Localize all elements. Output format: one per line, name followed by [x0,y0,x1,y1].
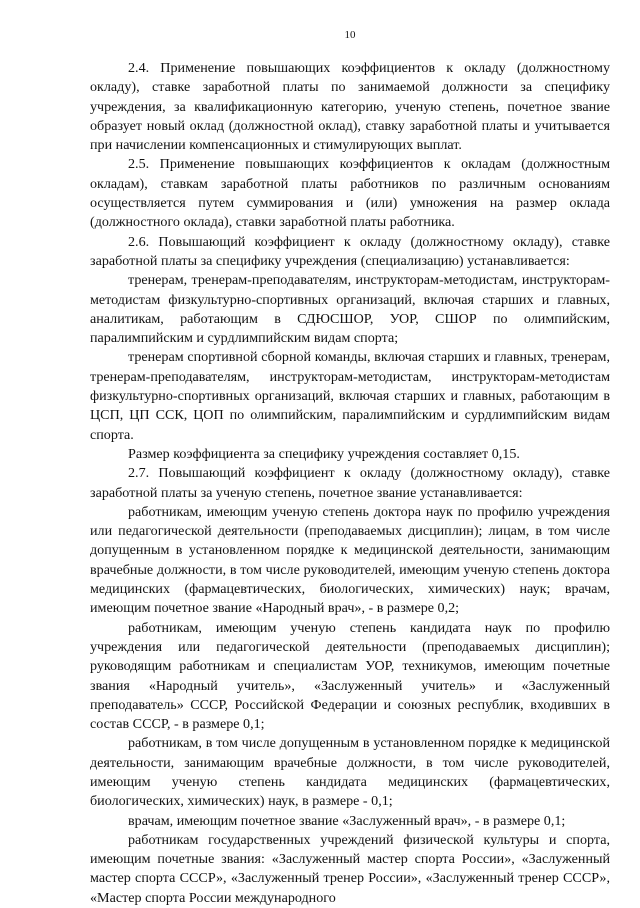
paragraph-honored-doctor: врачам, имеющим почетное звание «Заслуженный врач», - в размере 0,1; [128,812,566,829]
paragraph-medical-candidate: работникам, в том числе допущенным в установленном порядке к медицинской деятельности, занимающим врачебные должности, в том числе руководителей, имеющим ученую степень кандидата медицинских (фармацевтических, биологических, химических) наук, в размере - 0,1; [90,735,610,810]
paragraph-candidate-degree: работникам, имеющим ученую степень кандидата наук по профилю учреждения или педагогической деятельности (преподаваемых дисциплин); руководящим работникам и специалистам УОР, техникумов, имеющим почетные звания «Народный учитель», «Заслуженный учитель» и «Заслуженный преподаватель» СССР, Российской Федерации и союзных республик, входивших в состав СССР, - в размере 0,1; [90,619,610,733]
document-body [90,59,610,908]
paragraph-2-5: 2.5. Применение повышающих коэффициентов к окладам (должностным окладам), ставкам заработной платы работников по различным основаниям осуществляется путем суммирования и (или) умножения на размер оклада (должностного оклада), ставки заработной платы работника. [90,156,610,231]
paragraph-sports-titles: работникам государственных учреждений физической культуры и спорта, имеющим почетные звания: «Заслуженный мастер спорта России», «Заслуженный мастер спорта СССР», «Заслуженный тренер России», «Заслуженный тренер СССР», «Мастер спорта России международного [90,831,610,906]
paragraph-coaches-list: тренерам, тренерам-преподавателям, инструкторам-методистам, инструкторам-методистам физкультурно-спортивных организаций, включая старших и главных, аналитикам, работающим в СДЮСШОР, УОР, СШОР по олимпийским, паралимпийским и сурдлимпийским видам спорта; [90,272,610,347]
page-number: 10 [344,29,356,41]
paragraph-doctor-degree: работникам, имеющим ученую степень доктора наук по профилю учреждения или педагогической деятельности (преподаваемых дисциплин); лицам, в том числе допущенным в установленном порядке к медицинской деятельности, занимающим врачебные должности, в том числе руководителей, имеющим ученую степень доктора медицинских (фармацевтических, биологических, химических) наук; врачам, имеющим почетное звание «Народный врач», - в размере 0,2; [90,503,610,617]
paragraph-2-6: 2.6. Повышающий коэффициент к окладу (должностному окладу), ставке заработной платы за специфику учреждения (специализацию) устанавливается: [90,233,610,269]
paragraph-team-coaches-list: тренерам спортивной сборной команды, включая старших и главных, тренерам, тренерам-преподавателям, инструкторам-методистам, инструкторам-методистам физкультурно-спортивных организаций, включая старших и главных, работающим в ЦСП, ЦП ССК, ЦОП по олимпийским, паралимпийским и сурдлимпийским видам спорта. [90,349,610,443]
paragraph-coefficient-size: Размер коэффициента за специфику учреждения составляет 0,15. [128,445,520,462]
paragraph-2-4: 2.4. Применение повышающих коэффициентов к окладу (должностному окладу), ставке заработной платы по занимаемой должности за специфику учреждения, за квалификационную категорию, ученую степень, почетное звание образует новый оклад (должностной оклад), ставку заработной платы и учитывается при начислении компенсационных и стимулирующих выплат. [90,60,610,154]
paragraph-2-7: 2.7. Повышающий коэффициент к окладу (должностному окладу), ставке заработной платы за ученую степень, почетное звание устанавливается: [90,465,610,501]
